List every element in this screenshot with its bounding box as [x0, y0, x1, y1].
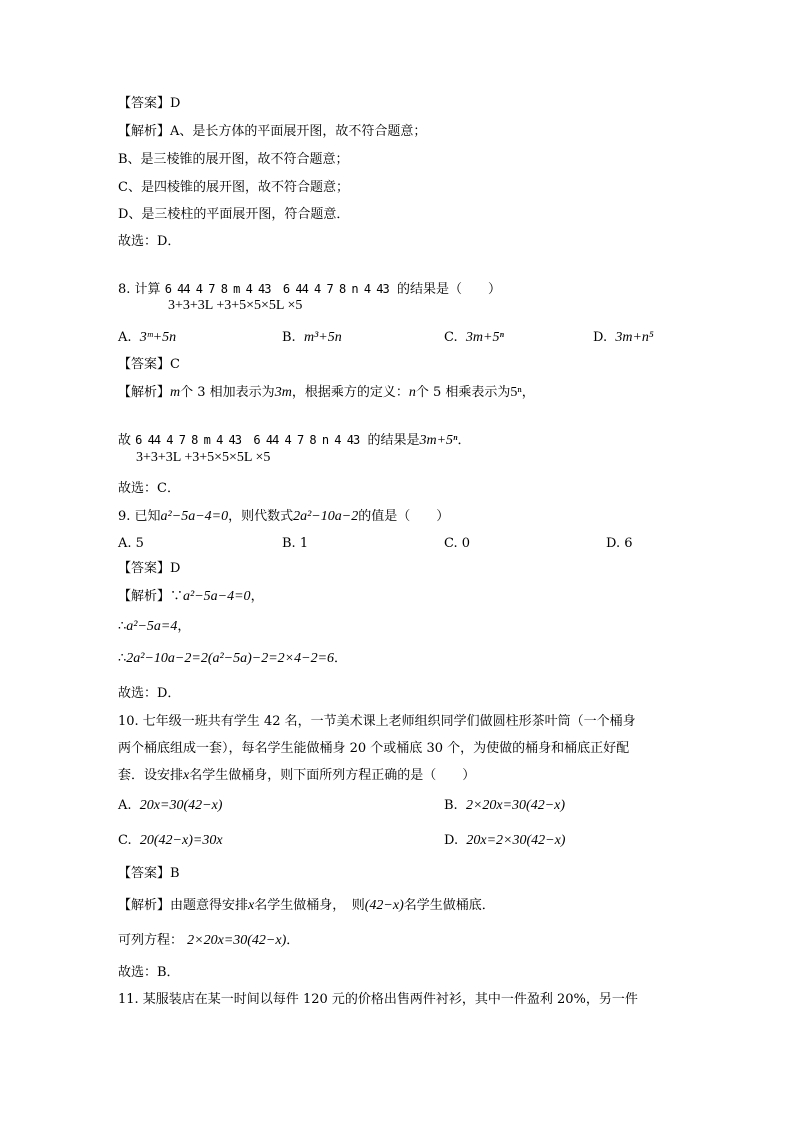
q10-stem-line-2: 两个桶底组成一套），每名学生能做桶身 20 个或桶底 30 个，为使做的桶身和桶底正好配	[118, 741, 630, 756]
q10-analysis-expr: (42−x)	[364, 898, 404, 913]
q8-analysis-mid1: 个 3 相加表示为	[180, 385, 275, 400]
q8-conclusion-garble-2: 6 44 4 7 8 n 4 43	[253, 433, 360, 447]
q9-option-b-value: 1	[299, 536, 309, 551]
q10-option-b-expr: 2×20x=30(42−x)	[465, 798, 566, 813]
q10-option-c-expr: 20(42−x)=30x	[139, 833, 223, 848]
q8-conclusion	[118, 432, 470, 449]
q10-equation	[118, 933, 299, 949]
q8-option-b-letter: B.	[282, 330, 296, 345]
q9-analysis-eq: a²−5a−4=0	[183, 589, 251, 604]
q9-option-a	[118, 536, 144, 552]
q10-option-a-letter: A.	[118, 798, 132, 813]
q8-analysis-end: ，	[521, 385, 535, 400]
q9-choose: 故选：D．	[118, 686, 181, 701]
q10-option-b-letter: B.	[444, 798, 458, 813]
q8-stem-prefix: 8. 计算	[118, 282, 161, 297]
q9-stem-suffix: 的值是（ ）	[358, 509, 450, 524]
q10-option-d-letter: D.	[444, 833, 459, 848]
q9-answer: 【答案】D	[118, 561, 181, 576]
q8-answer: 【答案】C	[118, 357, 180, 372]
q8-stem-suffix: 的结果是（ ）	[397, 282, 502, 297]
q8-analysis-n: n	[408, 385, 416, 400]
q10-option-a	[118, 798, 222, 814]
q9-option-c	[444, 536, 470, 552]
q9-step3-eq: 2a²−10a−2=2(a²−5a)−2=2×4−2=6	[126, 651, 335, 666]
q8-stem-garble-2: 6 44 4 7 8 n 4 43	[282, 282, 389, 296]
q8-option-d	[593, 330, 654, 346]
q11-stem-line-1: 11. 某服装店在某一时间以每件 120 元的价格出售两件衬衫，其中一件盈利 20%，另一件	[118, 992, 638, 1007]
q10-analysis-mid: 名学生做桶身， 则	[254, 898, 365, 913]
q8-conclusion-prefix: 故	[118, 433, 132, 448]
q8-stem	[118, 281, 501, 298]
q10-stem-line-1: 10. 七年级一班共有学生 42 名，一节美术课上老师组织同学们做圆柱形茶叶筒（一个桶身	[118, 714, 636, 729]
q9-step3	[118, 651, 347, 667]
q9-stem-eq: a²−5a−4=0	[160, 509, 229, 524]
q9-step2	[118, 619, 190, 635]
q10-answer: 【答案】B	[118, 866, 180, 881]
q8-analysis-mid2: ，根据乘方的定义：	[291, 385, 409, 400]
q9-analysis	[118, 589, 264, 605]
q8-conclusion-expr: 3m+5ⁿ	[419, 433, 458, 448]
q8-conclusion-underbrace: 3+3+3L +3+5×5×5L ×5	[136, 450, 271, 465]
q9-option-d	[606, 536, 633, 552]
q9-stem	[118, 509, 449, 525]
q10-equation-prefix: 可列方程：	[118, 933, 184, 948]
q8-analysis-m: m	[170, 385, 181, 400]
q8-option-b	[282, 330, 342, 346]
q8-option-a	[118, 330, 176, 346]
q8-analysis-5n: 5ⁿ	[510, 385, 522, 400]
q9-option-a-value: 5	[135, 536, 144, 551]
q10-stem-3-suffix: 名学生做桶身，则下面所列方程正确的是（ ）	[189, 768, 476, 783]
q10-option-a-expr: 20x=30(42−x)	[139, 798, 223, 813]
q9-analysis-prefix: 【解析】∵	[118, 589, 184, 604]
q10-stem-3-prefix: 套．设安排	[118, 768, 184, 783]
q7-choose: 故选：D．	[118, 234, 181, 249]
q10-equation-expr: 2×20x=30(42−x)	[187, 933, 287, 948]
q10-option-b	[444, 798, 565, 814]
q10-equation-end: ．	[286, 933, 300, 948]
q8-option-a-letter: A.	[118, 330, 132, 345]
q10-stem-line-3	[118, 768, 475, 784]
q10-stem-3-x: x	[183, 768, 190, 783]
q9-step2-eq: a²−5a=4	[126, 619, 178, 634]
q10-analysis-x: x	[248, 898, 255, 913]
q9-option-b	[282, 536, 308, 552]
q9-option-c-value: 0	[461, 536, 471, 551]
q10-option-d	[444, 833, 565, 849]
q7-answer: 【答案】D	[118, 96, 181, 111]
q8-option-a-expr: 3ᵐ+5n	[139, 330, 177, 345]
q10-choose: 故选：B．	[118, 965, 180, 980]
q8-analysis	[118, 385, 535, 401]
q8-conclusion-end: ．	[457, 433, 471, 448]
q8-analysis-3m: 3m	[274, 385, 292, 400]
q8-stem-underbrace: 3+3+3L +3+5×5×5L ×5	[168, 298, 303, 313]
q8-analysis-prefix: 【解析】	[118, 385, 171, 400]
q10-analysis	[118, 898, 495, 914]
q10-option-c-letter: C.	[118, 833, 132, 848]
q7-analysis-line-3: C、是四棱锥的展开图，故不符合题意；	[118, 180, 349, 195]
q7-analysis-line-2: B、是三棱锥的展开图，故不符合题意；	[118, 152, 349, 167]
q8-option-c-expr: 3m+5ⁿ	[465, 330, 504, 345]
q8-conclusion-suffix: 的结果是	[367, 433, 420, 448]
q9-step2-prefix: ∴	[118, 619, 127, 634]
q10-analysis-prefix: 【解析】由题意得安排	[118, 898, 249, 913]
q8-option-c-letter: C.	[444, 330, 458, 345]
q9-analysis-end: ，	[250, 589, 264, 604]
q8-conclusion-garble-1: 6 44 4 7 8 m 4 43	[135, 433, 241, 447]
q10-option-d-expr: 20x=2×30(42−x)	[466, 833, 566, 848]
q7-analysis-line-1: 【解析】A、是长方体的平面展开图，故不符合题意；	[118, 124, 427, 139]
q10-option-c	[118, 833, 223, 849]
q9-step2-end: ，	[177, 619, 191, 634]
q10-analysis-suffix: 名学生做桶底．	[403, 898, 495, 913]
q9-option-c-letter: C.	[444, 536, 458, 551]
q8-option-d-expr: 3m+n⁵	[615, 330, 654, 345]
q8-stem-garble-1: 6 44 4 7 8 m 4 43	[164, 282, 271, 296]
q9-option-d-letter: D.	[606, 536, 621, 551]
q8-choose: 故选：C．	[118, 481, 180, 496]
q8-option-b-expr: m³+5n	[303, 330, 342, 345]
q9-option-d-value: 6	[624, 536, 633, 551]
q8-analysis-mid3: 个 5 相乘表示为	[415, 385, 511, 400]
q8-option-d-letter: D.	[593, 330, 608, 345]
q9-stem-mid: ，则代数式	[228, 509, 294, 524]
q9-stem-expr: 2a²−10a−2	[293, 509, 359, 524]
q9-option-b-letter: B.	[282, 536, 296, 551]
q9-step3-end: ．	[334, 651, 348, 666]
q9-step3-prefix: ∴	[118, 651, 127, 666]
q7-analysis-line-4: D、是三棱柱的平面展开图，符合题意．	[118, 207, 350, 222]
q9-stem-prefix: 9. 已知	[118, 509, 161, 524]
q8-option-c	[444, 330, 504, 346]
q9-option-a-letter: A.	[118, 536, 132, 551]
